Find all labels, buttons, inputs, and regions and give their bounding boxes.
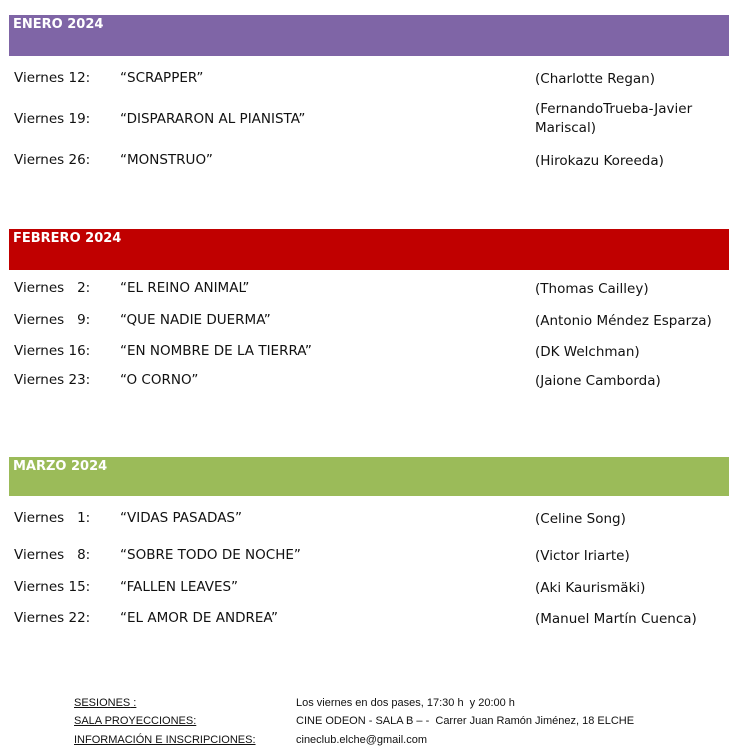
screening-director: (Charlotte Regan) (535, 71, 656, 87)
screening-row (0, 70, 747, 90)
screening-director: (DK Welchman) (535, 344, 640, 360)
screening-row (0, 101, 747, 136)
month-header-marzo (9, 457, 729, 496)
month-title: FEBRERO 2024 (13, 231, 122, 246)
screening-title: “EL REINO ANIMAL” (120, 280, 250, 296)
screening-director: (Manuel Martín Cuenca) (535, 611, 697, 627)
screening-row (0, 547, 747, 567)
footer-informacion (0, 734, 747, 750)
screening-row (0, 280, 747, 300)
footer-label: INFORMACIÓN E INSCRIPCIONES: (74, 734, 256, 746)
footer-sesiones (0, 697, 747, 713)
screening-title: “SCRAPPER” (120, 70, 204, 86)
screening-row (0, 312, 747, 332)
screening-director: (Celine Song) (535, 511, 626, 527)
screening-row (0, 152, 747, 172)
screening-title: “MONSTRUO” (120, 152, 213, 168)
screening-row (0, 510, 747, 530)
screening-day: Viernes 1: (14, 510, 91, 526)
screening-director: (FernandoTrueba-Javier Mariscal) (535, 101, 693, 136)
screening-row (0, 372, 747, 392)
month-header-enero (9, 15, 729, 56)
screening-director: (Aki Kaurismäki) (535, 580, 646, 596)
screening-title: “EN NOMBRE DE LA TIERRA” (120, 343, 312, 359)
screening-day: Viernes 19: (14, 111, 91, 127)
screening-day: Viernes 9: (14, 312, 91, 328)
footer-label: SESIONES : (74, 697, 137, 709)
footer-label: SALA PROYECCIONES: (74, 715, 197, 727)
screening-title: “FALLEN LEAVES” (120, 579, 239, 595)
screening-day: Viernes 26: (14, 152, 91, 168)
month-title: MARZO 2024 (13, 459, 108, 474)
footer-sala (0, 715, 747, 731)
screening-day: Viernes 22: (14, 610, 91, 626)
screening-director: (Hirokazu Koreeda) (535, 153, 664, 169)
screening-title: “DISPARARON AL PIANISTA” (120, 111, 306, 127)
screening-day: Viernes 15: (14, 579, 91, 595)
screening-day: Viernes 2: (14, 280, 91, 296)
screening-day: Viernes 23: (14, 372, 91, 388)
month-header-febrero (9, 229, 729, 270)
footer-email[interactable]: cineclub.elche@gmail.com (296, 734, 428, 746)
screening-director: (Thomas Cailley) (535, 281, 649, 297)
screening-title: “QUE NADIE DUERMA” (120, 312, 271, 328)
month-title: ENERO 2024 (13, 17, 104, 32)
footer-value: Los viernes en dos pases, 17:30 h y 20:00 h (296, 697, 515, 709)
screening-row (0, 610, 747, 630)
screening-title: “VIDAS PASADAS” (120, 510, 242, 526)
screening-director: (Antonio Méndez Esparza) (535, 313, 712, 329)
screening-day: Viernes 8: (14, 547, 91, 563)
screening-row (0, 343, 747, 363)
screening-title: “O CORNO” (120, 372, 199, 388)
screening-title: “EL AMOR DE ANDREA” (120, 610, 278, 626)
screening-director: (Victor Iriarte) (535, 548, 630, 564)
screening-row (0, 579, 747, 599)
screening-day: Viernes 16: (14, 343, 91, 359)
screening-day: Viernes 12: (14, 70, 91, 86)
screening-title: “SOBRE TODO DE NOCHE” (120, 547, 301, 563)
screening-director: (Jaione Camborda) (535, 373, 661, 389)
footer-value: CINE ODEON - SALA B – - Carrer Juan Ramón Jiménez, 18 ELCHE (296, 715, 635, 727)
